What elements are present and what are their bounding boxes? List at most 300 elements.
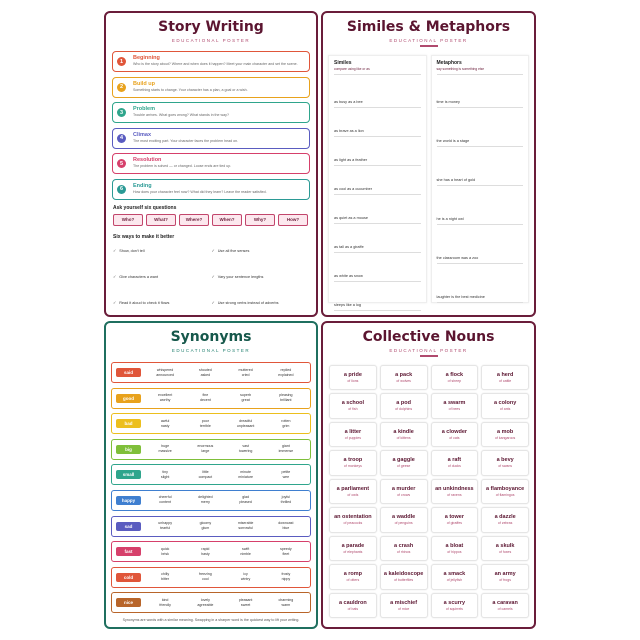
synonym-pair — [188, 572, 222, 582]
step-title: Climax — [133, 131, 152, 138]
way-text: Use all five senses — [217, 248, 250, 253]
step-text — [133, 81, 248, 92]
synonym-word: pleasing — [279, 393, 293, 398]
noun-name: an army — [494, 571, 516, 578]
synonyms-title: Synonyms — [170, 329, 252, 345]
noun-name: a waddle — [392, 514, 416, 521]
noun-name: a smack — [443, 571, 466, 578]
noun-name: a clowder — [441, 428, 468, 435]
synonym-tag: big — [116, 445, 141, 454]
noun-card — [380, 507, 428, 533]
way-item — [113, 248, 212, 253]
synonym-word: announced — [156, 372, 175, 377]
synonym-row — [111, 388, 311, 409]
simile-item: as tall as a giraffe — [334, 245, 421, 274]
noun-of: of camels — [497, 606, 513, 611]
noun-of: of puppies — [344, 435, 361, 440]
synonym-word: chilly — [161, 572, 170, 577]
metaphors-sub: say something is something else — [436, 66, 485, 71]
synonym-word: lovely — [200, 597, 210, 602]
synonym-pair — [188, 495, 222, 505]
synonym-word: frosty — [281, 572, 291, 577]
synonym-word: sorrowful — [238, 526, 253, 531]
noun-of: of dolphins — [395, 407, 413, 412]
synonym-word: large — [201, 449, 210, 454]
noun-name: a gaggle — [392, 457, 415, 464]
synonym-row — [111, 464, 311, 485]
synonym-words — [145, 470, 306, 480]
way-item — [212, 300, 311, 305]
synonym-pair — [269, 547, 303, 557]
noun-of: of ducks — [447, 464, 461, 469]
synonym-word: brilliant — [280, 398, 292, 403]
story-steps — [112, 51, 310, 200]
synonym-tag: happy — [116, 496, 141, 505]
noun-card — [481, 422, 529, 448]
noun-name: a herd — [496, 371, 514, 378]
synonym-pair — [229, 470, 263, 480]
synonym-word: dreadful — [239, 418, 253, 423]
synonyms-poster — [104, 321, 318, 629]
synonym-word: cheerful — [158, 495, 172, 500]
synonym-word: friendly — [159, 602, 171, 607]
synonym-pair — [188, 547, 222, 557]
synonym-word: swift — [242, 546, 250, 551]
story-step — [112, 77, 310, 98]
synonym-pair — [269, 419, 303, 429]
synonym-tag: sad — [116, 522, 141, 531]
similes-sub: compare using like or as — [334, 66, 370, 71]
question-chip: Who? — [113, 214, 143, 226]
synonym-row — [111, 439, 311, 460]
check-icon: ✓ — [113, 274, 117, 279]
synonym-word: thrilled — [280, 500, 292, 505]
synonym-word: wintry — [240, 577, 251, 582]
synonym-words — [145, 495, 306, 505]
step-number: 1 — [117, 57, 126, 66]
synonym-word: terrible — [199, 423, 211, 428]
synonym-word: rapid — [201, 546, 210, 551]
synonym-word: shouted — [198, 367, 212, 372]
noun-name: a cauldron — [338, 599, 367, 606]
noun-of: of crows — [397, 492, 411, 497]
noun-card — [431, 536, 479, 562]
synonym-word: pleasant — [238, 597, 253, 602]
noun-of: of elephants — [343, 549, 363, 554]
noun-card — [431, 393, 479, 419]
way-text: Read it aloud to check it flows — [119, 300, 170, 305]
synonym-word: bitter — [161, 577, 170, 582]
noun-name: a troop — [343, 457, 363, 464]
noun-of: of rhinos — [396, 549, 411, 554]
noun-of: of peacocks — [343, 521, 363, 526]
question-chip: When? — [212, 214, 242, 226]
noun-card — [481, 450, 529, 476]
synonym-pair — [229, 547, 263, 557]
synonym-words — [145, 419, 306, 429]
noun-card — [481, 365, 529, 391]
way-text: Vary your sentence lengths — [217, 274, 264, 279]
noun-of: of owls — [347, 492, 359, 497]
synonym-word: rotten — [281, 418, 291, 423]
synonym-pair — [148, 572, 182, 582]
check-icon: ✓ — [113, 248, 117, 253]
synonym-word: nasty — [160, 423, 170, 428]
check-icon: ✓ — [211, 248, 215, 253]
collective-nouns-poster — [321, 321, 536, 629]
noun-name: a kaleidoscope — [383, 571, 424, 578]
synonym-word: cried — [241, 372, 250, 377]
synonym-row — [111, 541, 311, 562]
noun-card — [481, 593, 529, 619]
story-title: Story Writing — [158, 19, 264, 35]
synonym-words — [145, 572, 306, 582]
noun-card — [481, 479, 529, 505]
noun-card — [431, 593, 479, 619]
noun-card — [380, 479, 428, 505]
metaphors-heading: Metaphors — [436, 59, 462, 66]
question-chip: What? — [146, 214, 176, 226]
noun-of: of lions — [347, 378, 359, 383]
noun-card — [431, 507, 479, 533]
synonym-word: hasty — [201, 551, 210, 556]
noun-card — [481, 536, 529, 562]
step-text — [133, 157, 231, 168]
synonym-word: massive — [158, 449, 172, 454]
similes-title: Similes & Metaphors — [346, 19, 511, 35]
story-step — [112, 102, 310, 123]
check-icon: ✓ — [211, 274, 215, 279]
synonym-word: nippy — [281, 577, 291, 582]
synonym-tag: small — [116, 470, 141, 479]
synonym-pair — [269, 572, 303, 582]
synonym-word: slight — [160, 474, 170, 479]
noun-name: a dazzle — [494, 514, 516, 521]
way-item — [113, 300, 212, 305]
question-chip: How? — [278, 214, 308, 226]
metaphors-column — [431, 55, 530, 303]
step-number: 6 — [117, 185, 126, 194]
noun-card — [380, 365, 428, 391]
simile-item: sleeps like a log — [334, 303, 421, 318]
ways-heading: Six ways to make it better — [113, 233, 175, 240]
simile-item: as white as snow — [334, 274, 421, 303]
noun-of: of sheep — [447, 378, 462, 383]
synonym-pair — [188, 444, 222, 454]
synonym-word: superb — [240, 393, 252, 398]
step-number: 2 — [117, 83, 126, 92]
synonym-words — [145, 547, 306, 557]
similes-subtitle: EDUCATIONAL POSTER — [389, 38, 468, 43]
simile-item: as light as a feather — [334, 158, 421, 187]
way-item — [212, 248, 311, 253]
synonym-word: content — [159, 500, 172, 505]
synonym-tag: fast — [116, 547, 141, 556]
noun-name: a mob — [497, 428, 514, 435]
noun-card — [481, 564, 529, 590]
nouns-title: Collective Nouns — [362, 329, 495, 345]
synonym-word: quick — [160, 546, 170, 551]
synonym-pair — [269, 495, 303, 505]
synonym-pair — [148, 444, 182, 454]
step-text — [133, 106, 229, 117]
synonym-pair — [148, 419, 182, 429]
noun-name: a pod — [396, 400, 411, 407]
synonym-word: charming — [278, 597, 294, 602]
nouns-subtitle: EDUCATIONAL POSTER — [389, 348, 468, 353]
synonym-pair — [148, 470, 182, 480]
synonym-pair — [229, 368, 263, 378]
noun-of: of jellyfish — [446, 578, 463, 583]
synonym-word: miniature — [238, 474, 254, 479]
noun-name: a tower — [444, 514, 464, 521]
metaphor-item: the world is a stage — [437, 139, 524, 178]
synonym-word: glad — [242, 495, 250, 500]
synonym-tag: nice — [116, 598, 141, 607]
title-underline — [420, 355, 438, 357]
noun-of: of kittens — [396, 435, 411, 440]
noun-card — [431, 422, 479, 448]
story-step — [112, 128, 310, 149]
way-text: Use strong verbs instead of adverbs — [217, 300, 279, 305]
synonym-pair — [269, 444, 303, 454]
simile-item: as brave as a lion — [334, 129, 421, 158]
simile-item: as cool as a cucumber — [334, 187, 421, 216]
synonym-word: towering — [238, 449, 253, 454]
synonyms-subtitle: EDUCATIONAL POSTER — [171, 348, 251, 353]
noun-card — [329, 507, 377, 533]
synonym-pair — [148, 368, 182, 378]
noun-of: of bees — [448, 407, 461, 412]
synonym-pair — [269, 368, 303, 378]
way-text: Show, don't tell — [119, 248, 145, 253]
noun-name: a pride — [343, 371, 362, 378]
step-title: Build up — [133, 80, 155, 87]
noun-of: of giraffes — [446, 521, 463, 526]
metaphor-item: she has a heart of gold — [437, 178, 524, 217]
noun-of: of butterflies — [394, 578, 414, 583]
noun-card — [329, 393, 377, 419]
simile-item: as quiet as a mouse — [334, 216, 421, 245]
step-text — [133, 55, 298, 66]
way-item — [113, 274, 212, 279]
step-description: How does your character feel now? What did they learn? Leave the reader satisfied. — [133, 189, 267, 194]
noun-of: of cats — [449, 435, 460, 440]
noun-card — [380, 593, 428, 619]
noun-card — [481, 393, 529, 419]
synonym-word: vast — [242, 444, 249, 449]
synonym-row — [111, 362, 311, 383]
synonym-pair — [229, 444, 263, 454]
synonym-rows — [111, 362, 311, 613]
step-number: 3 — [117, 108, 126, 117]
synonym-pair — [188, 521, 222, 531]
step-text — [133, 183, 267, 194]
step-title: Beginning — [133, 55, 160, 61]
noun-card — [431, 564, 479, 590]
noun-name: a parliament — [336, 485, 370, 492]
synonym-word: muttered — [238, 367, 253, 372]
step-number: 5 — [117, 159, 126, 168]
step-text — [133, 132, 238, 143]
synonym-word: unhappy — [158, 521, 173, 526]
synonym-pair — [229, 521, 263, 531]
noun-of: of ravens — [447, 492, 462, 497]
noun-card — [431, 450, 479, 476]
story-step — [112, 153, 310, 174]
synonym-pair — [229, 419, 263, 429]
way-item — [212, 274, 311, 279]
synonym-word: kind — [161, 597, 169, 602]
synonym-word: whispered — [156, 367, 174, 372]
synonym-word: giant — [281, 444, 290, 449]
synonym-pair — [148, 547, 182, 557]
noun-name: a murder — [391, 485, 416, 492]
synonym-word: great — [241, 398, 250, 403]
synonym-pair — [188, 368, 222, 378]
synonym-word: explained — [278, 372, 294, 377]
noun-name: a bevy — [496, 457, 514, 464]
noun-name: a colony — [493, 400, 517, 407]
noun-name: a scurry — [443, 599, 466, 606]
metaphor-item: laughter is the best medicine — [437, 295, 524, 318]
synonym-word: speedy — [280, 546, 292, 551]
step-number: 4 — [117, 134, 126, 143]
noun-card — [431, 365, 479, 391]
synonym-words — [145, 598, 306, 608]
synonym-word: immense — [278, 449, 294, 454]
ways-list — [113, 248, 310, 305]
step-title: Problem — [133, 106, 156, 113]
metaphor-item: the classroom was a zoo — [437, 256, 524, 295]
synonym-row — [111, 490, 311, 511]
synonym-word: gloomy — [199, 521, 212, 526]
synonym-word: nimble — [240, 551, 251, 556]
synonym-pair — [229, 572, 263, 582]
noun-of: of bats — [347, 606, 359, 611]
questions-row — [113, 214, 310, 226]
synonym-word: unpleasant — [236, 423, 255, 428]
step-description: Trouble arrives. What goes wrong? What stands in the way? — [133, 113, 229, 118]
story-writing-poster — [104, 11, 318, 317]
synonym-pair — [148, 393, 182, 403]
synonym-pair — [269, 470, 303, 480]
synonym-pair — [148, 521, 182, 531]
step-title: Ending — [133, 182, 152, 189]
similes-poster — [321, 11, 536, 317]
way-text: Give characters a want — [119, 274, 159, 279]
noun-card — [380, 536, 428, 562]
noun-card — [329, 450, 377, 476]
synonym-word: glum — [201, 526, 210, 531]
synonym-row — [111, 567, 311, 588]
similes-heading: Similes — [334, 59, 352, 66]
check-icon: ✓ — [211, 300, 215, 305]
synonym-word: freezing — [198, 572, 212, 577]
step-description: Who is the story about? Where and when does it happen? Meet your main character and set the scene. — [133, 62, 298, 66]
synonym-word: little — [202, 469, 209, 474]
noun-of: of squirrels — [445, 606, 463, 611]
question-chip: Why? — [245, 214, 275, 226]
noun-of: of frogs — [499, 578, 511, 583]
similes-column — [328, 55, 427, 307]
questions-heading: Ask yourself six questions — [113, 204, 177, 211]
noun-card — [380, 564, 428, 590]
synonym-pair — [269, 393, 303, 403]
noun-name: a parade — [341, 542, 365, 549]
synonym-pair — [188, 598, 222, 608]
noun-of: of ants — [499, 407, 511, 412]
noun-name: an unkindness — [435, 485, 474, 492]
synonym-word: awful — [160, 418, 170, 423]
noun-name: a flamboyance — [486, 485, 525, 492]
noun-name: a romp — [343, 571, 363, 578]
synonym-word: blue — [282, 526, 290, 531]
noun-name: a school — [341, 400, 365, 407]
noun-of: of flamingos — [495, 492, 515, 497]
synonym-pair — [148, 495, 182, 505]
noun-of: of wolves — [396, 378, 411, 383]
noun-of: of otters — [346, 578, 360, 583]
synonym-word: delighted — [198, 495, 213, 500]
simile-item: as busy as a bee — [334, 100, 421, 129]
noun-of: of hippos — [447, 549, 462, 554]
noun-card — [329, 365, 377, 391]
synonym-pair — [188, 393, 222, 403]
noun-of: of penguins — [394, 521, 413, 526]
synonym-word: joyful — [281, 495, 291, 500]
noun-name: a skulk — [495, 542, 515, 549]
synonym-word: miserable — [237, 521, 254, 526]
noun-card — [329, 593, 377, 619]
synonym-word: fine — [202, 393, 209, 398]
synonym-pair — [269, 521, 303, 531]
noun-of: of kangaroos — [495, 435, 516, 440]
noun-name: a swarm — [443, 400, 466, 407]
synonym-word: warm — [281, 602, 291, 607]
noun-of: of geese — [396, 464, 411, 469]
step-description: The problem is solved — or changed. Loose ends are tied up. — [133, 164, 232, 169]
metaphor-item: time is money — [437, 100, 524, 139]
noun-of: of zebras — [497, 521, 513, 526]
noun-card — [329, 564, 377, 590]
synonym-word: brisk — [161, 551, 169, 556]
noun-of: of monkeys — [343, 464, 362, 469]
noun-of: of foxes — [498, 549, 512, 554]
synonym-pair — [188, 470, 222, 480]
noun-name: a caravan — [492, 599, 518, 606]
synonym-word: enormous — [197, 444, 214, 449]
synonym-word: replied — [280, 367, 292, 372]
synonym-tag: bad — [116, 419, 141, 428]
synonym-word: worthy — [159, 398, 171, 403]
synonym-pair — [229, 495, 263, 505]
synonym-pair — [269, 598, 303, 608]
metaphor-item: he is a night owl — [437, 217, 524, 256]
noun-card — [380, 422, 428, 448]
noun-card — [329, 536, 377, 562]
synonym-word: petite — [281, 469, 291, 474]
noun-card — [380, 393, 428, 419]
noun-of: of swans — [498, 464, 513, 469]
synonym-word: huge — [161, 444, 170, 449]
noun-name: a crash — [393, 542, 414, 549]
synonym-word: pleased — [239, 500, 252, 505]
noun-of: of fish — [348, 407, 358, 412]
synonym-row — [111, 592, 311, 613]
synonym-word: excellent — [158, 393, 173, 398]
synonym-word: grim — [282, 423, 290, 428]
